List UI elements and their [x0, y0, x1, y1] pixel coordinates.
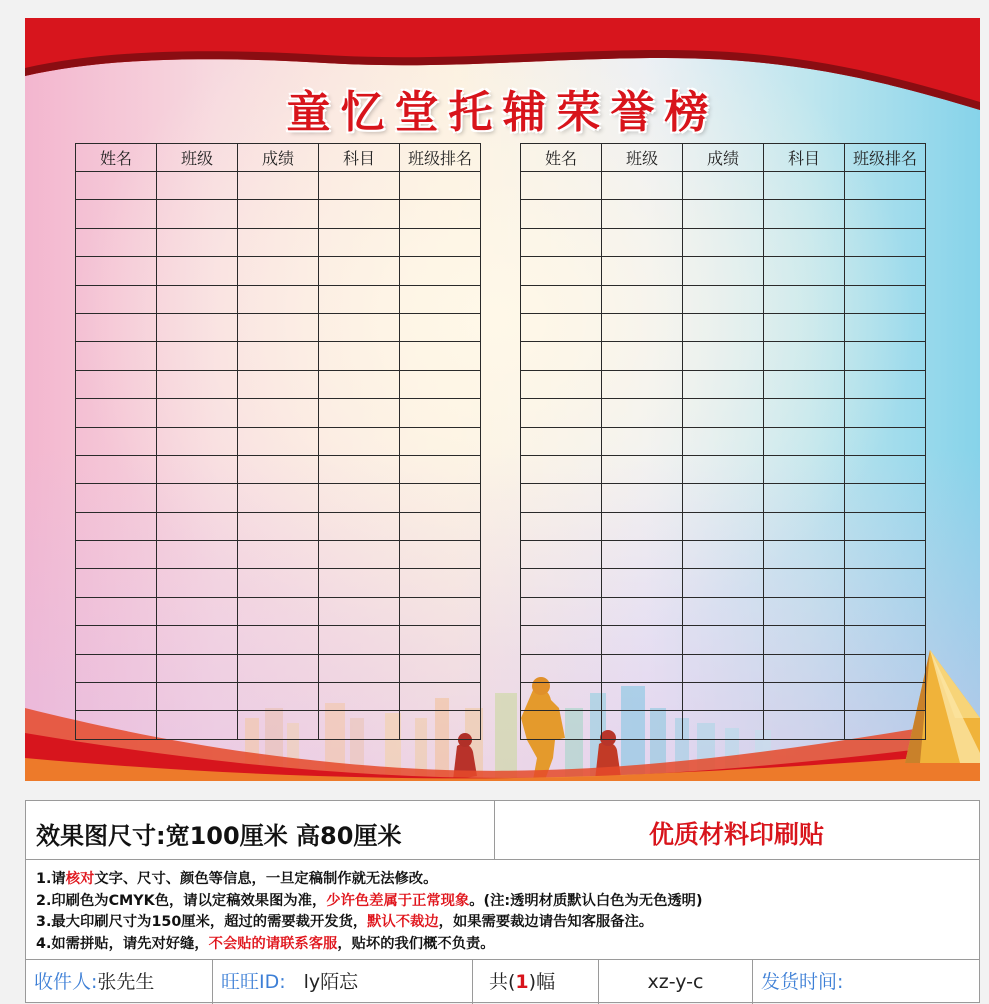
- table-cell: [683, 342, 764, 370]
- table-row: [521, 654, 926, 682]
- table-cell: [521, 370, 602, 398]
- table-row: [521, 512, 926, 540]
- table-row: [76, 285, 481, 313]
- table-cell: [683, 427, 764, 455]
- order-info-panel: [25, 800, 980, 1003]
- table-cell: [157, 711, 238, 739]
- table-cell: [238, 370, 319, 398]
- table-cell: [76, 285, 157, 313]
- table-row: [521, 455, 926, 483]
- table-row: [76, 228, 481, 256]
- table-cell: [683, 370, 764, 398]
- recipient-value: 张先生: [97, 971, 155, 993]
- table-row: [521, 257, 926, 285]
- table-cell: [76, 654, 157, 682]
- table-cell: [238, 257, 319, 285]
- table-cell: [400, 654, 481, 682]
- table-cell: [764, 683, 845, 711]
- score-table-right: [520, 143, 926, 740]
- table-cell: [764, 285, 845, 313]
- table-row: [521, 285, 926, 313]
- table-cell: [157, 597, 238, 625]
- recipient-cell: [26, 960, 213, 1004]
- table-cell: [76, 541, 157, 569]
- table-row: [76, 172, 481, 200]
- table-cell: [683, 455, 764, 483]
- product-code: xz-y-c: [647, 971, 704, 993]
- table-cell: [76, 569, 157, 597]
- table-cell: [238, 484, 319, 512]
- table-cell: [238, 342, 319, 370]
- table-cell: [238, 285, 319, 313]
- count-cell: 共(1)幅: [473, 960, 599, 1004]
- table-cell: [319, 569, 400, 597]
- table-cell: [319, 172, 400, 200]
- table-cell: [76, 342, 157, 370]
- table-cell: [400, 711, 481, 739]
- table-cell: [845, 313, 926, 341]
- table-cell: [238, 541, 319, 569]
- column-header: 成绩: [238, 144, 319, 172]
- table-cell: [319, 399, 400, 427]
- table-cell: [157, 370, 238, 398]
- table-cell: [845, 597, 926, 625]
- column-header: 成绩: [683, 144, 764, 172]
- wangwang-value: ly陌忘: [303, 971, 359, 993]
- table-cell: [602, 257, 683, 285]
- table-row: [521, 200, 926, 228]
- notes-list: [36, 869, 703, 955]
- table-cell: [319, 455, 400, 483]
- table-cell: [319, 200, 400, 228]
- column-header: 班级: [157, 144, 238, 172]
- table-row: [521, 427, 926, 455]
- table-row: [76, 569, 481, 597]
- table-cell: [238, 683, 319, 711]
- table-cell: [76, 257, 157, 285]
- table-row: [76, 626, 481, 654]
- table-row: [76, 342, 481, 370]
- table-row: [76, 512, 481, 540]
- table-cell: [238, 597, 319, 625]
- table-cell: [400, 200, 481, 228]
- table-cell: [521, 228, 602, 256]
- table-cell: [319, 285, 400, 313]
- table-cell: [602, 342, 683, 370]
- table-cell: [845, 711, 926, 739]
- table-cell: [76, 626, 157, 654]
- table-cell: [602, 285, 683, 313]
- table-cell: [764, 228, 845, 256]
- table-cell: [683, 683, 764, 711]
- table-cell: [76, 200, 157, 228]
- table-cell: [764, 427, 845, 455]
- table-cell: [683, 285, 764, 313]
- table-cell: [157, 172, 238, 200]
- table-cell: [764, 654, 845, 682]
- table-cell: [76, 228, 157, 256]
- honor-board-poster: [25, 18, 980, 781]
- table-cell: [602, 569, 683, 597]
- table-row: [76, 541, 481, 569]
- table-cell: [157, 541, 238, 569]
- table-cell: [157, 313, 238, 341]
- ship-time-label: 发货时间:: [761, 971, 844, 993]
- table-cell: [845, 654, 926, 682]
- table-cell: [521, 285, 602, 313]
- table-cell: [845, 285, 926, 313]
- table-cell: [764, 257, 845, 285]
- table-cell: [845, 257, 926, 285]
- table-row: [521, 228, 926, 256]
- table-cell: [238, 228, 319, 256]
- table-cell: [764, 342, 845, 370]
- table-cell: [602, 683, 683, 711]
- table-cell: [764, 399, 845, 427]
- table-cell: [400, 512, 481, 540]
- table-row: [521, 569, 926, 597]
- table-cell: [400, 285, 481, 313]
- wangwang-cell: [213, 960, 473, 1004]
- column-header: 科目: [764, 144, 845, 172]
- table-row: [521, 172, 926, 200]
- table-cell: [238, 512, 319, 540]
- table-cell: [319, 313, 400, 341]
- note-item: 2.印刷色为CMYK色，请以定稿效果图为准，少许色差属于正常现象。(注:透明材质默认白色为无色透明): [36, 892, 703, 909]
- table-cell: [400, 172, 481, 200]
- table-cell: [683, 200, 764, 228]
- recipient-label: 收件人:: [34, 971, 98, 993]
- table-cell: [521, 399, 602, 427]
- column-header: 班级排名: [845, 144, 926, 172]
- table-cell: [683, 257, 764, 285]
- table-cell: [764, 569, 845, 597]
- table-cell: [157, 342, 238, 370]
- table-row: [521, 597, 926, 625]
- table-cell: [157, 683, 238, 711]
- table-cell: [764, 370, 845, 398]
- note-item: 1.请核对文字、尺寸、颜色等信息，一旦定稿制作就无法修改。: [36, 871, 438, 887]
- table-row: [76, 683, 481, 711]
- table-cell: [238, 399, 319, 427]
- table-cell: [602, 200, 683, 228]
- table-row: [521, 399, 926, 427]
- table-cell: [602, 427, 683, 455]
- table-cell: [683, 172, 764, 200]
- table-row: [521, 342, 926, 370]
- table-cell: [602, 455, 683, 483]
- wangwang-label: 旺旺ID:: [221, 971, 286, 993]
- table-cell: [845, 455, 926, 483]
- table-cell: [683, 541, 764, 569]
- table-cell: [845, 228, 926, 256]
- table-cell: [845, 512, 926, 540]
- table-cell: [157, 654, 238, 682]
- table-cell: [157, 484, 238, 512]
- table-cell: [845, 370, 926, 398]
- table-cell: [76, 683, 157, 711]
- column-header: 姓名: [521, 144, 602, 172]
- table-row: [76, 200, 481, 228]
- table-cell: [845, 399, 926, 427]
- code-cell: [599, 960, 753, 1004]
- column-header: 姓名: [76, 144, 157, 172]
- table-cell: [400, 484, 481, 512]
- table-cell: [400, 313, 481, 341]
- table-cell: [157, 257, 238, 285]
- table-cell: [521, 654, 602, 682]
- table-cell: [157, 285, 238, 313]
- table-cell: [521, 342, 602, 370]
- table-cell: [521, 541, 602, 569]
- table-cell: [683, 484, 764, 512]
- table-cell: [845, 569, 926, 597]
- table-cell: [683, 399, 764, 427]
- table-cell: [400, 597, 481, 625]
- table-cell: [319, 512, 400, 540]
- table-cell: [764, 597, 845, 625]
- table-cell: [845, 172, 926, 200]
- table-cell: [845, 626, 926, 654]
- table-cell: [238, 569, 319, 597]
- table-cell: [602, 597, 683, 625]
- table-cell: [157, 455, 238, 483]
- table-cell: [319, 541, 400, 569]
- table-cell: [602, 711, 683, 739]
- quality-label: 优质材料印刷贴: [648, 820, 824, 849]
- table-cell: [319, 626, 400, 654]
- table-cell: [521, 569, 602, 597]
- table-cell: [76, 399, 157, 427]
- count-value: 1: [515, 971, 529, 993]
- table-cell: [602, 512, 683, 540]
- table-cell: [521, 683, 602, 711]
- table-cell: [521, 257, 602, 285]
- ship-cell: [753, 960, 979, 1004]
- table-cell: [845, 200, 926, 228]
- table-cell: [845, 342, 926, 370]
- table-header-row: [76, 144, 481, 172]
- table-cell: [683, 711, 764, 739]
- table-cell: [602, 172, 683, 200]
- table-row: [76, 399, 481, 427]
- table-row: [76, 257, 481, 285]
- table-cell: [157, 626, 238, 654]
- table-cell: [400, 228, 481, 256]
- table-cell: [157, 228, 238, 256]
- table-cell: [764, 200, 845, 228]
- table-cell: [764, 455, 845, 483]
- table-cell: [238, 711, 319, 739]
- table-cell: [238, 455, 319, 483]
- table-cell: [238, 626, 319, 654]
- table-cell: [764, 512, 845, 540]
- table-cell: [238, 313, 319, 341]
- table-cell: [76, 484, 157, 512]
- info-row-size: [26, 801, 979, 860]
- table-cell: [602, 541, 683, 569]
- table-cell: [764, 541, 845, 569]
- table-cell: [238, 172, 319, 200]
- table-cell: [683, 569, 764, 597]
- table-cell: [683, 228, 764, 256]
- table-cell: [521, 313, 602, 341]
- note-item: 3.最大印刷尺寸为150厘米，超过的需要裁开发货，默认不裁边，如果需要裁边请告知客服备注。: [36, 914, 654, 930]
- table-row: [521, 484, 926, 512]
- table-row: [76, 711, 481, 739]
- table-cell: [76, 455, 157, 483]
- column-header: 班级排名: [400, 144, 481, 172]
- table-cell: [157, 399, 238, 427]
- table-cell: [521, 484, 602, 512]
- table-cell: [602, 626, 683, 654]
- table-cell: [319, 370, 400, 398]
- table-cell: [76, 370, 157, 398]
- table-cell: [683, 597, 764, 625]
- note-item: 4.如需拼贴，请先对好缝，不会贴的请联系客服，贴坏的我们概不负责。: [36, 935, 495, 952]
- table-cell: [76, 512, 157, 540]
- table-cell: [764, 626, 845, 654]
- table-cell: [602, 654, 683, 682]
- table-cell: [521, 172, 602, 200]
- table-row: [76, 427, 481, 455]
- poster-title: 童忆堂托辅荣誉榜: [286, 87, 719, 138]
- table-cell: [319, 597, 400, 625]
- table-cell: [319, 228, 400, 256]
- table-cell: [683, 654, 764, 682]
- table-row: [76, 313, 481, 341]
- table-cell: [76, 172, 157, 200]
- table-cell: [845, 427, 926, 455]
- table-cell: [157, 427, 238, 455]
- table-row: [76, 484, 481, 512]
- table-cell: [319, 654, 400, 682]
- table-row: [521, 626, 926, 654]
- table-cell: [764, 484, 845, 512]
- table-cell: [521, 711, 602, 739]
- table-cell: [319, 683, 400, 711]
- table-cell: [319, 342, 400, 370]
- table-cell: [521, 200, 602, 228]
- table-cell: [683, 313, 764, 341]
- table-cell: [76, 711, 157, 739]
- size-label: 效果图尺寸:宽100厘米 高80厘米: [36, 822, 402, 850]
- table-cell: [602, 484, 683, 512]
- info-row-order: [26, 959, 979, 1004]
- table-row: [76, 455, 481, 483]
- table-cell: [764, 711, 845, 739]
- table-cell: [400, 455, 481, 483]
- column-header: 班级: [602, 144, 683, 172]
- score-table-left: [75, 143, 481, 740]
- table-cell: [238, 200, 319, 228]
- table-cell: [400, 626, 481, 654]
- table-cell: [602, 370, 683, 398]
- table-cell: [764, 172, 845, 200]
- table-cell: [319, 257, 400, 285]
- table-cell: [521, 512, 602, 540]
- table-cell: [400, 541, 481, 569]
- table-cell: [602, 228, 683, 256]
- table-cell: [76, 313, 157, 341]
- table-cell: [76, 427, 157, 455]
- table-cell: [157, 512, 238, 540]
- table-cell: [157, 200, 238, 228]
- table-cell: [521, 597, 602, 625]
- table-cell: [764, 313, 845, 341]
- table-row: [521, 683, 926, 711]
- table-cell: [845, 484, 926, 512]
- table-row: [76, 654, 481, 682]
- table-row: [521, 370, 926, 398]
- table-cell: [521, 626, 602, 654]
- table-cell: [319, 484, 400, 512]
- table-row: [76, 370, 481, 398]
- table-cell: [400, 370, 481, 398]
- table-cell: [521, 455, 602, 483]
- table-header-row: [521, 144, 926, 172]
- table-row: [521, 711, 926, 739]
- table-cell: [521, 427, 602, 455]
- table-cell: [400, 683, 481, 711]
- table-cell: [400, 427, 481, 455]
- table-cell: [76, 597, 157, 625]
- table-cell: [157, 569, 238, 597]
- table-row: [76, 597, 481, 625]
- table-cell: [238, 654, 319, 682]
- table-cell: [602, 399, 683, 427]
- table-row: [521, 541, 926, 569]
- table-cell: [845, 541, 926, 569]
- table-cell: [845, 683, 926, 711]
- table-cell: [400, 257, 481, 285]
- table-row: [521, 313, 926, 341]
- table-cell: [238, 427, 319, 455]
- table-cell: [602, 313, 683, 341]
- table-cell: [400, 399, 481, 427]
- table-cell: [683, 626, 764, 654]
- table-cell: [400, 342, 481, 370]
- column-header: 科目: [319, 144, 400, 172]
- table-cell: [319, 711, 400, 739]
- table-cell: [400, 569, 481, 597]
- table-cell: [319, 427, 400, 455]
- table-cell: [683, 512, 764, 540]
